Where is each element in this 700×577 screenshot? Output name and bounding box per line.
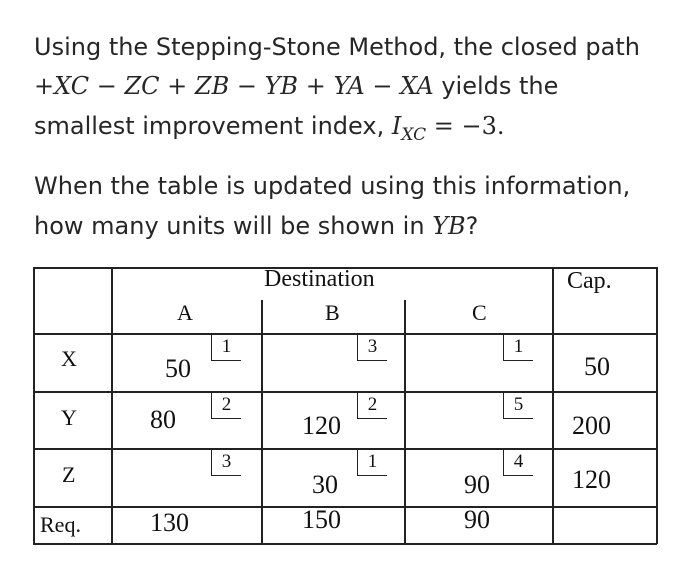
cap-z: 120 bbox=[572, 465, 611, 494]
row-label-z: Z bbox=[62, 462, 76, 487]
col-divider-b bbox=[404, 300, 406, 544]
question-line-2 bbox=[34, 66, 558, 106]
improvement-index-value: = −3. bbox=[426, 112, 505, 140]
capacity-header: Cap. bbox=[567, 268, 612, 294]
row-divider-x bbox=[33, 333, 657, 335]
cost-xa: 1 bbox=[211, 333, 241, 361]
table-right-border bbox=[656, 267, 658, 544]
column-header-c: C bbox=[472, 300, 487, 325]
cost-xc: 1 bbox=[503, 333, 533, 361]
cost-zc: 4 bbox=[503, 448, 533, 476]
target-cell-symbol: YB bbox=[432, 212, 466, 240]
question-line-5 bbox=[34, 206, 478, 246]
alloc-xa: 50 bbox=[165, 354, 191, 383]
req-c: 90 bbox=[464, 505, 490, 534]
col-divider-c bbox=[552, 267, 554, 544]
table-bottom-border bbox=[33, 543, 657, 545]
alloc-ya: 80 bbox=[150, 405, 176, 434]
cap-y: 200 bbox=[572, 411, 611, 440]
column-header-b: B bbox=[325, 300, 340, 325]
row-label-req: Req. bbox=[40, 512, 81, 537]
cost-xb: 3 bbox=[357, 333, 387, 361]
question-line-3 bbox=[34, 106, 505, 155]
question-text-1: Using the Stepping-Stone Method, the closed path bbox=[34, 33, 640, 61]
closed-path-expression: +XC − ZC + ZB − YB + YA − XA bbox=[34, 72, 434, 100]
question-line-1 bbox=[34, 27, 640, 67]
question-text-5: how many units will be shown in bbox=[34, 212, 433, 240]
question-line-4 bbox=[34, 166, 630, 206]
col-divider-a bbox=[261, 300, 263, 544]
table-left-border bbox=[33, 267, 35, 544]
row-divider-y bbox=[33, 391, 657, 393]
alloc-zb: 30 bbox=[312, 470, 338, 499]
req-b: 150 bbox=[302, 505, 341, 534]
row-divider-req bbox=[33, 506, 657, 508]
row-divider-z bbox=[33, 448, 657, 450]
alloc-yb: 120 bbox=[302, 411, 341, 440]
improvement-index-subscript: XC bbox=[401, 124, 427, 145]
question-text-4: When the table is updated using this information, bbox=[34, 172, 631, 200]
destination-header: Destination bbox=[264, 266, 375, 292]
improvement-index-symbol: I bbox=[391, 112, 402, 140]
cost-za: 3 bbox=[211, 448, 241, 476]
column-header-a: A bbox=[177, 300, 193, 325]
alloc-zc: 90 bbox=[464, 470, 490, 499]
question-text-2: yields the bbox=[433, 72, 559, 100]
cost-yb: 2 bbox=[357, 391, 387, 419]
question-mark: ? bbox=[465, 212, 479, 240]
cost-yc: 5 bbox=[503, 391, 533, 419]
cost-ya: 2 bbox=[211, 391, 241, 419]
cap-x: 50 bbox=[584, 352, 610, 381]
req-a: 130 bbox=[150, 508, 189, 537]
row-label-y: Y bbox=[61, 405, 77, 430]
cost-zb: 1 bbox=[357, 448, 387, 476]
col-divider-label bbox=[111, 267, 113, 544]
question-text-3: smallest improvement index, bbox=[34, 112, 392, 140]
row-label-x: X bbox=[61, 346, 77, 371]
